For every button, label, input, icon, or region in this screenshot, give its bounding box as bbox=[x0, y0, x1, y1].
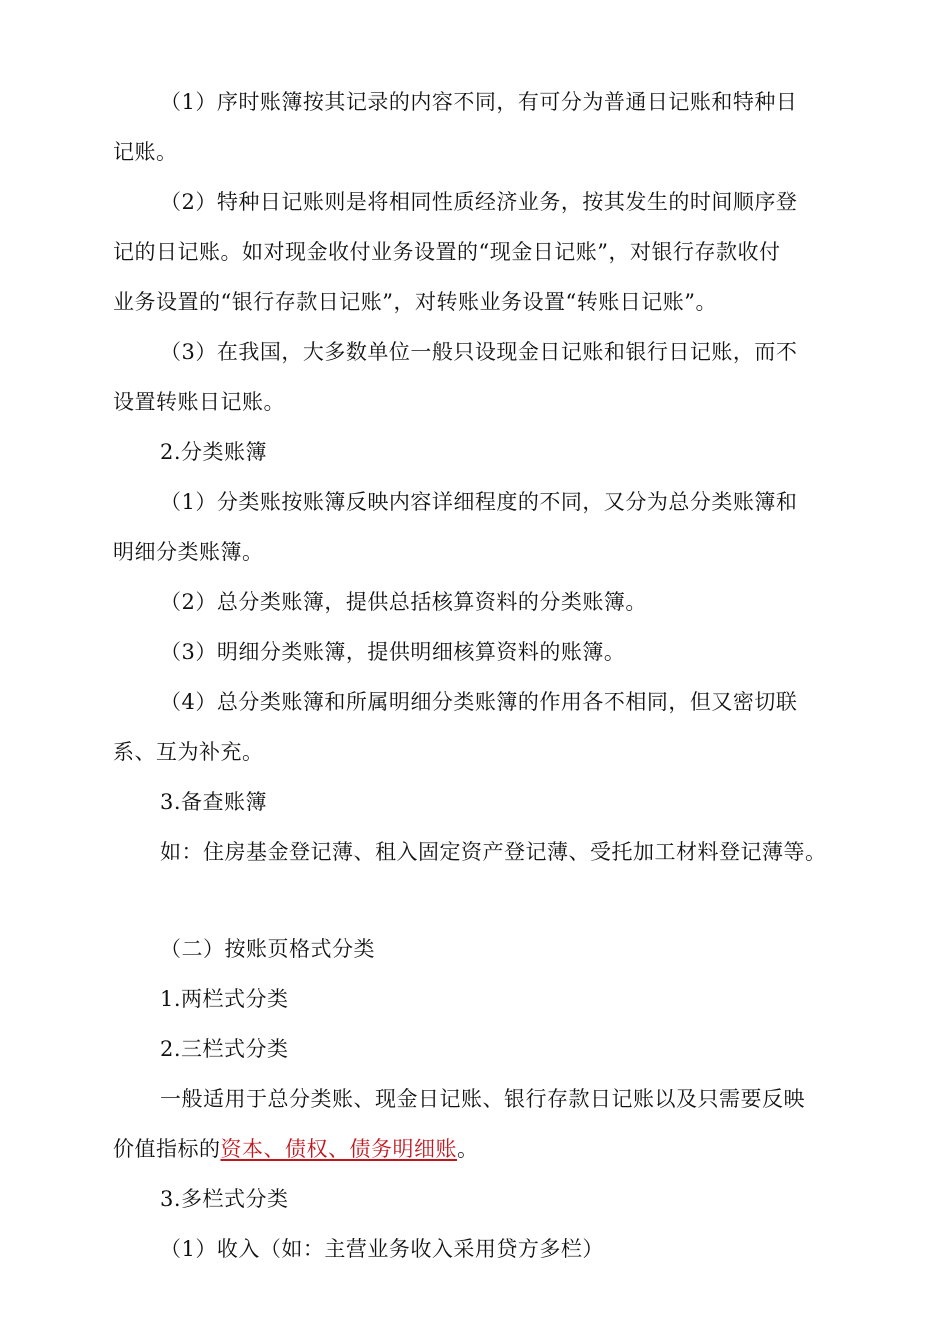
section-heading: （二）按账页格式分类 bbox=[160, 937, 375, 961]
paragraph-line: （1）序时账簿按其记录的内容不同，有可分为普通日记账和特种日 bbox=[160, 90, 798, 114]
paragraph-line: （4）总分类账簿和所属明细分类账簿的作用各不相同，但又密切联 bbox=[160, 690, 798, 714]
detail-ledger-link[interactable]: 资本、债权、债务明细账 bbox=[220, 1137, 457, 1161]
paragraph-line: 系、互为补充。 bbox=[113, 740, 264, 764]
paragraph-line: 一般适用于总分类账、现金日记账、银行存款日记账以及只需要反映 bbox=[160, 1087, 805, 1111]
section-heading: 1.两栏式分类 bbox=[160, 987, 289, 1011]
line-text: 价值指标的 bbox=[113, 1137, 221, 1161]
paragraph-line: （1）收入（如：主营业务收入采用贷方多栏） bbox=[160, 1237, 604, 1261]
paragraph-line bbox=[113, 1135, 479, 1163]
paragraph-line: 业务设置的“银行存款日记账”，对转账业务设置“转账日记账”。 bbox=[113, 290, 717, 314]
paragraph-line: （2）总分类账簿，提供总括核算资料的分类账簿。 bbox=[160, 590, 647, 614]
paragraph-line: 如：住房基金登记薄、租入固定资产登记薄、受托加工材料登记薄等。 bbox=[160, 840, 827, 864]
section-heading: 2.三栏式分类 bbox=[160, 1037, 289, 1061]
section-heading: 3.多栏式分类 bbox=[160, 1187, 289, 1211]
line-text: 。 bbox=[457, 1137, 479, 1161]
paragraph-line: 明细分类账簿。 bbox=[113, 540, 264, 564]
section-heading: 3.备查账簿 bbox=[160, 790, 268, 814]
paragraph-line: （1）分类账按账簿反映内容详细程度的不同，又分为总分类账簿和 bbox=[160, 490, 798, 514]
paragraph-line: 设置转账日记账。 bbox=[113, 390, 285, 414]
section-heading: 2.分类账簿 bbox=[160, 440, 268, 464]
paragraph-line: 记的日记账。如对现金收付业务设置的“现金日记账”，对银行存款收付 bbox=[113, 240, 781, 264]
paragraph-line: （3）明细分类账簿，提供明细核算资料的账簿。 bbox=[160, 640, 626, 664]
paragraph-line: （3）在我国，大多数单位一般只设现金日记账和银行日记账，而不 bbox=[160, 340, 798, 364]
paragraph-line: （2）特种日记账则是将相同性质经济业务，按其发生的时间顺序登 bbox=[160, 190, 798, 214]
paragraph-line: 记账。 bbox=[113, 140, 178, 164]
